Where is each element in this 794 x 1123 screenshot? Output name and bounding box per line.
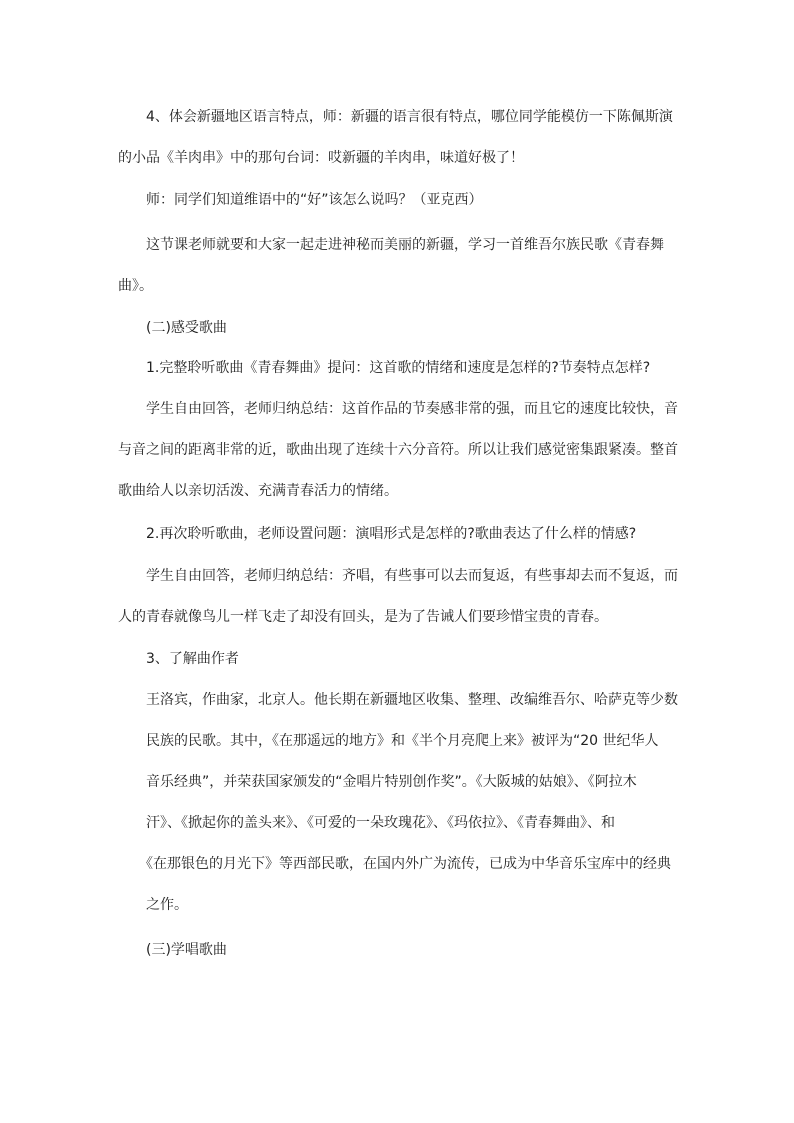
paragraph-first-summary [118,389,678,512]
text-line: 2.再次聆听歌曲，老师设置问题：演唱形式是怎样的?歌曲表达了什么样的情感? [118,526,637,542]
text-line: (三)学唱歌曲 [118,942,227,958]
paragraph-second-summary [118,556,678,638]
text-line: 王洛宾，作曲家，北京人。他长期在新疆地区收集、整理、改编维吾尔、哈萨克等少数 [118,692,678,708]
paragraph-language-features [118,97,678,179]
text-line: 4、体会新疆地区语言特点，师：新疆的语言很有特点，哪位同学能模仿一下陈佩斯演 [118,109,673,125]
paragraph-lesson-intro [118,225,678,307]
section-heading-composer [118,639,678,680]
text-line: 之作。 [118,897,188,913]
text-line: 汗》、《掀起你的盖头来》、《可爱的一朵玫瑰花》、《玛依拉》、《青春舞曲》、和 [118,815,615,831]
text-line: 人的青春就像鸟儿一样飞走了却没有回头，是为了告诫人们要珍惜宝贵的青春。 [118,609,608,625]
section-heading-feel-song [118,308,678,349]
text-line: (二)感受歌曲 [118,320,227,336]
text-line: 的小品《羊肉串》中的那句台词：哎新疆的羊肉串，味道好极了！ [118,150,524,166]
text-line: 曲》。 [118,278,153,294]
text-line: 音乐经典”，并荣获国家颁发的“金唱片特别创作奖”。《大阪城的姑娘》、《阿拉木 [118,774,637,790]
text-line: 与音之间的距离非常的近，歌曲出现了连续十六分音符。所以让我们感觉密集跟紧凑。整首 [118,442,678,458]
text-line: 歌曲给人以亲切活泼、充满青春活力的情绪。 [118,483,398,499]
paragraph-second-listen [118,514,678,555]
paragraph-first-listen [118,348,678,389]
text-line: 《在那银色的月光下》等西部民歌，在国内外广为流传，已成为中华音乐宝库中的经典 [118,856,671,872]
section-heading-learn-song [118,930,678,971]
text-line: 1.完整聆听歌曲《青春舞曲》提问：这首歌的情绪和速度是怎样的?节奏特点怎样? [118,360,651,376]
text-line: 师：同学们知道维语中的“好”该怎么说吗？（亚克西） [118,192,483,208]
text-line: 民族的民歌。其中，《在那遥远的地方》和《半个月亮爬上来》被评为“20 世纪华人 [118,733,659,749]
text-line: 这节课老师就要和大家一起走进神秘而美丽的新疆，学习一首维吾尔族民歌《青春舞 [118,237,664,253]
text-line: 3、了解曲作者 [118,651,239,667]
paragraph-composer-bio [118,680,678,926]
text-line: 学生自由回答，老师归纳总结：齐唱，有些事可以去而复返，有些事却去而不复返，而 [118,568,678,584]
text-line: 学生自由回答，老师归纳总结：这首作品的节奏感非常的强，而且它的速度比较快，音 [118,401,678,417]
paragraph-teacher-question [118,180,678,221]
